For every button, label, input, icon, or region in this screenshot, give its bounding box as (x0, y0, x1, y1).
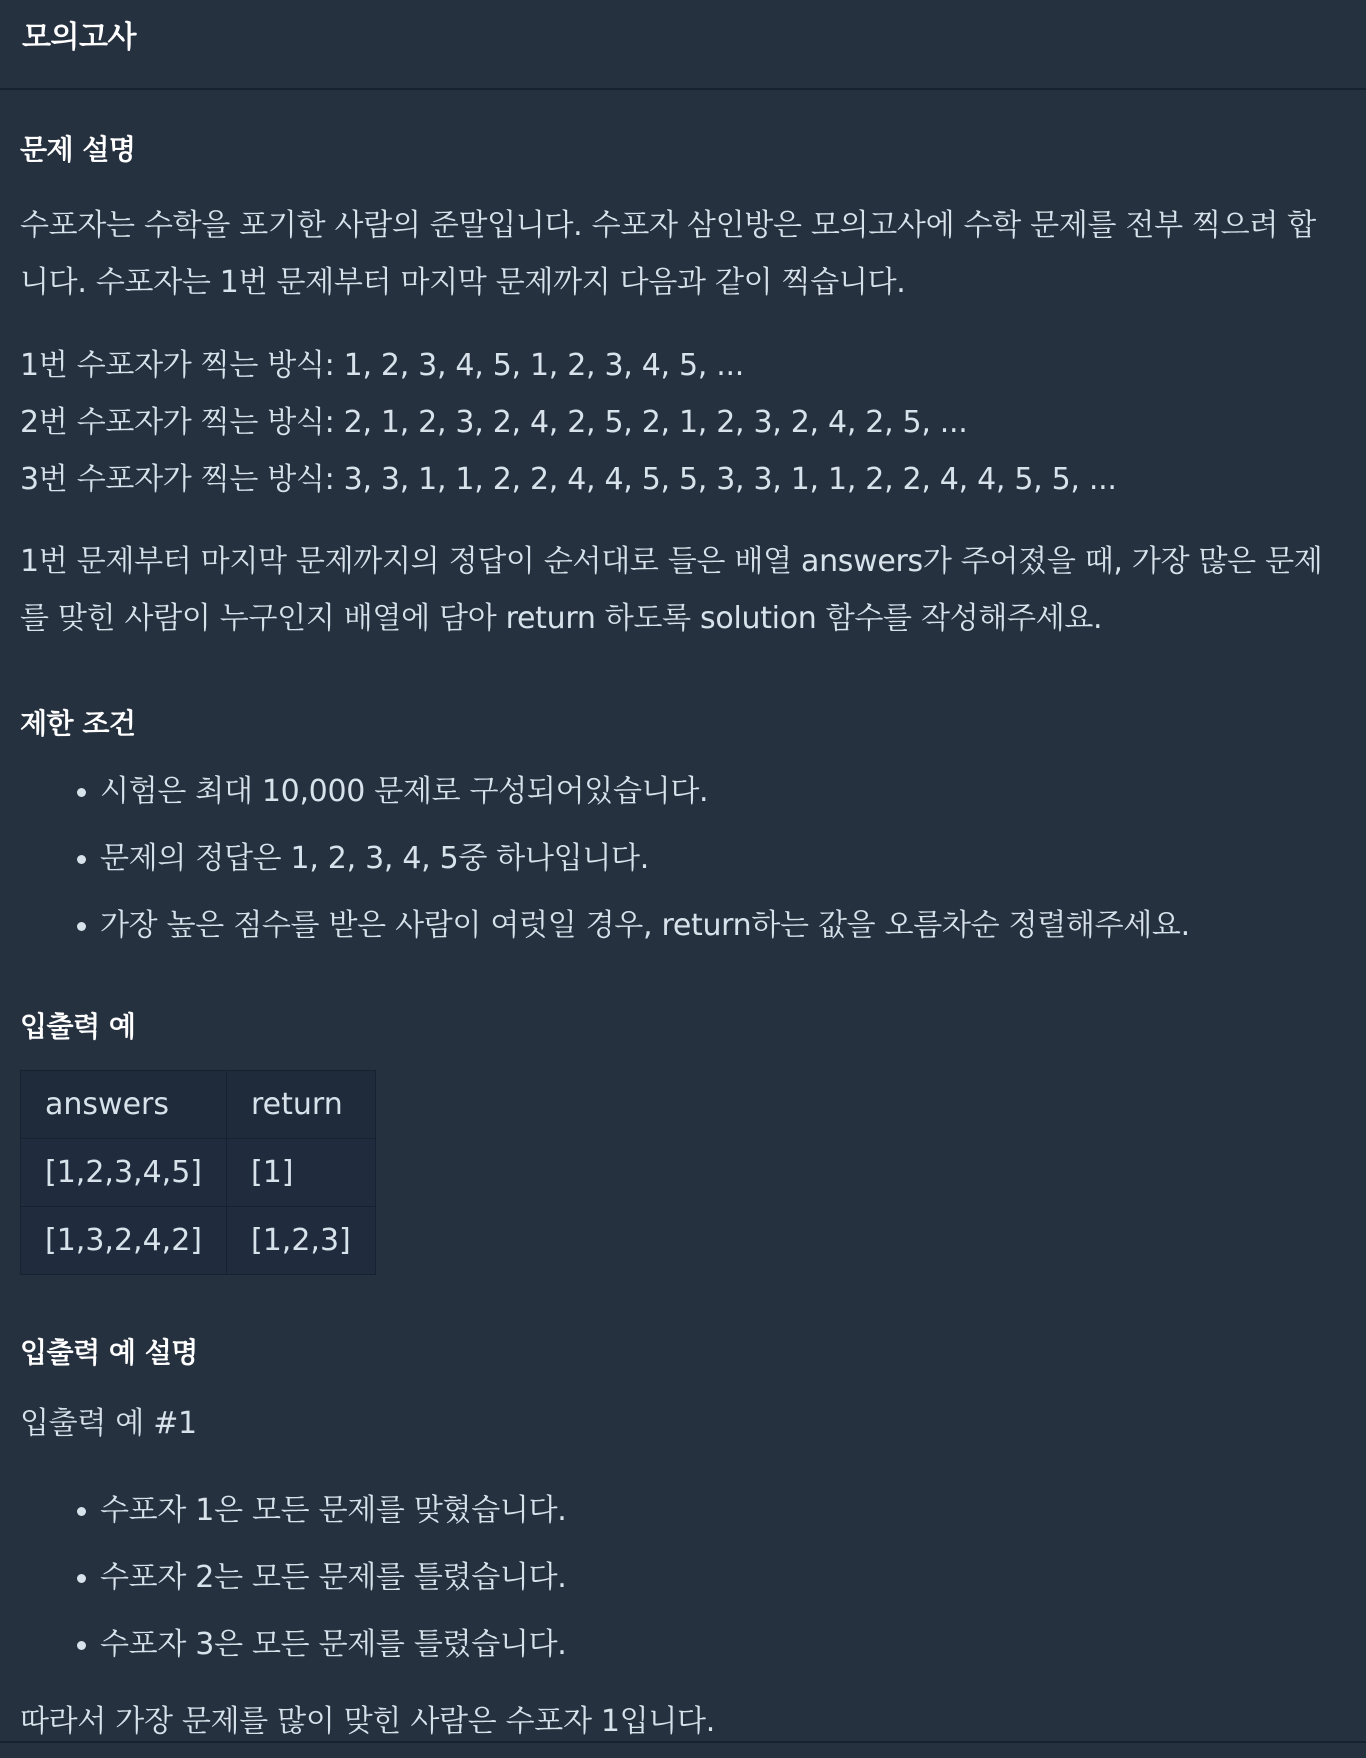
column-header-answers: answers (21, 1071, 227, 1139)
constraints-heading: 제한 조건 (20, 707, 136, 740)
pattern-line-2: 2번 수포자가 찍는 방식: 2, 1, 2, 3, 2, 4, 2, 5, 2, 1, 2, 3, 2, 4, 2, 5, ... (20, 405, 968, 440)
list-item: 문제의 정답은 1, 2, 3, 4, 5중 하나입니다. (100, 825, 1346, 892)
intro-line-2: 니다. 수포자는 1번 문제부터 마지막 문제까지 다음과 같이 찍습니다. (20, 265, 906, 300)
explanation-list-wrap (20, 1477, 1346, 1678)
conclusion-text: 따라서 가장 문제를 많이 맞힌 사람은 수포자 1입니다. (20, 1704, 715, 1739)
example-1-label: 입출력 예 #1 (20, 1406, 197, 1441)
table-row (21, 1207, 376, 1275)
list-item: 수포자 3은 모든 문제를 틀렸습니다. (100, 1611, 1346, 1678)
explanation-heading: 입출력 예 설명 (20, 1336, 198, 1369)
table-cell: [1,2,3,4,5] (21, 1139, 227, 1207)
constraints-list-wrap (20, 758, 1346, 959)
list-item: 수포자 1은 모든 문제를 맞혔습니다. (100, 1477, 1346, 1544)
title-bar (0, 0, 1366, 90)
examples-table-wrap (20, 1070, 1346, 1275)
description-intro (20, 197, 1346, 311)
list-item: 수포자 2는 모든 문제를 틀렸습니다. (100, 1544, 1346, 1611)
description-heading: 문제 설명 (20, 133, 136, 166)
table-cell: [1] (227, 1139, 376, 1207)
pattern-line-1: 1번 수포자가 찍는 방식: 1, 2, 3, 4, 5, 1, 2, 3, 4, 5, ... (20, 348, 744, 383)
task-line-2: 를 맞힌 사람이 누구인지 배열에 담아 return 하도록 solution 함수를 작성해주세요. (20, 601, 1103, 636)
patterns-block (20, 337, 1346, 508)
explanation-list (20, 1477, 1346, 1678)
list-item: 가장 높은 점수를 받은 사람이 여럿일 경우, return하는 값을 오름차순 정렬해주세요. (100, 892, 1346, 959)
table-cell: [1,2,3] (227, 1207, 376, 1275)
table-header-row (21, 1071, 376, 1139)
description-task (20, 533, 1346, 647)
list-item: 시험은 최대 10,000 문제로 구성되어있습니다. (100, 758, 1346, 825)
table-row (21, 1139, 376, 1207)
examples-heading: 입출력 예 (20, 1010, 136, 1043)
table-cell: [1,3,2,4,2] (21, 1207, 227, 1275)
constraints-list (20, 758, 1346, 959)
divider (0, 1741, 1366, 1743)
column-header-return: return (227, 1071, 376, 1139)
task-line-1: 1번 문제부터 마지막 문제까지의 정답이 순서대로 들은 배열 answers가 주어졌을 때, 가장 많은 문제 (20, 544, 1323, 579)
intro-line-1: 수포자는 수학을 포기한 사람의 준말입니다. 수포자 삼인방은 모의고사에 수학 문제를 전부 찍으려 합 (20, 208, 1316, 243)
pattern-line-3: 3번 수포자가 찍는 방식: 3, 3, 1, 1, 2, 2, 4, 4, 5, 5, 3, 3, 1, 1, 2, 2, 4, 4, 5, 5, ... (20, 462, 1117, 497)
examples-table (20, 1070, 376, 1275)
page-title: 모의고사 (22, 20, 136, 55)
